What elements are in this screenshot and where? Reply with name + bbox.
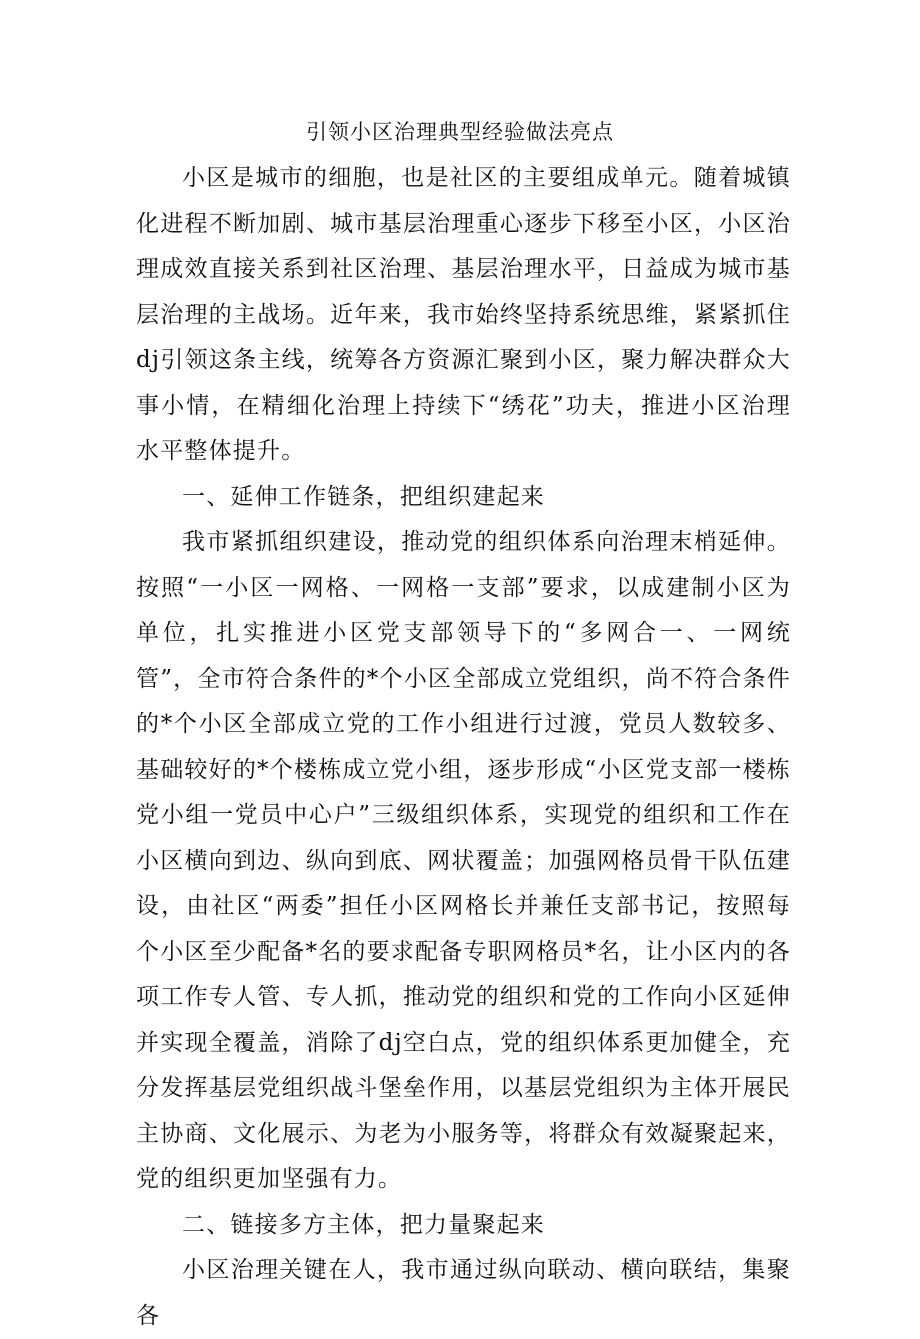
document-title: 引领小区治理典型经验做法亮点 (306, 120, 614, 144)
paragraph-intro: 小区是城市的细胞，也是社区的主要组成单元。随着城镇化进程不断加剧、城市基层治理重心逐步下移至小区，小区治理成效直接关系到社区治理、基层治理水平，日益成为城市基层治理的主战场。近年来，我市始终坚持系统思维，紧紧抓住dj引领这条主线，统筹各方资源汇聚到小区，聚力解决群众大事小情，在精细化治理上持续下“绣花”功夫，推进小区治理水平整体提升。 (136, 165, 791, 464)
section-heading-2: 二、链接多方主体，把力量聚起来 (182, 1211, 545, 1238)
document-body (136, 156, 791, 1339)
paragraph-section-2: 小区治理关键在人，我市通过纵向联动、横向联结，集聚各 (136, 1257, 791, 1329)
paragraph-section-1: 我市紧抓组织建设，推动党的组织体系向治理末梢延伸。按照“一小区一网格、一网格一支部”要求，以成建制小区为单位，扎实推进小区党支部领导下的“多网合一、一网统管”，全市符合条件的*个小区全部成立党组织，尚不符合条件的*个小区全部成立党的工作小组进行过渡，党员人数较多、基础较好的*个楼栋成立党小组，逐步形成“小区党支部一楼栋党小组一党员中心户”三级组织体系，实现党的组织和工作在小区横向到边、纵向到底、网状覆盖；加强网格员骨干队伍建设，由社区“两委”担任小区网格长并兼任支部书记，按照每个小区至少配备*名的要求配备专职网格员*名，让小区内的各项工作专人管、专人抓，推动党的组织和党的工作向小区延伸并实现全覆盖，消除了dj空白点，党的组织体系更加健全，充分发挥基层党组织战斗堡垒作用，以基层党组织为主体开展民主协商、文化展示、为老为小服务等，将群众有效凝聚起来，党的组织更加坚强有力。 (136, 529, 791, 1192)
section-heading-1: 一、延伸工作链条，把组织建起来 (182, 483, 545, 510)
